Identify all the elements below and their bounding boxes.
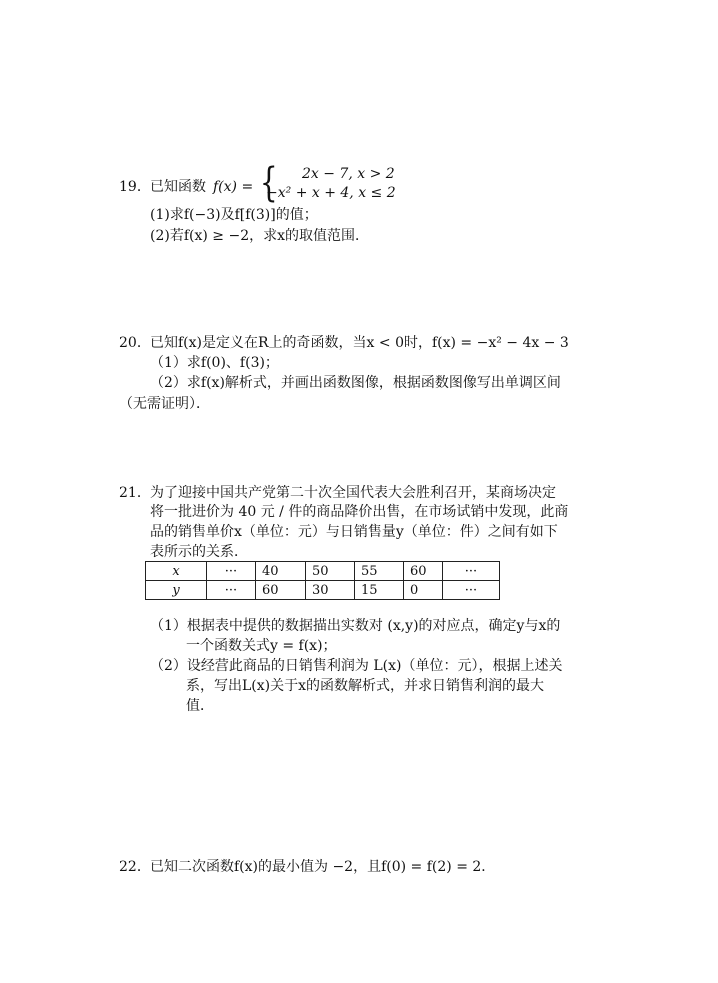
table-row-y: [146, 581, 500, 600]
table-cell: ···: [207, 562, 256, 581]
q20-number: 20．: [119, 335, 151, 351]
q22-line1: 已知二次函数f(x)的最小值为 −2，且f(0) = f(2) = 2．: [150, 859, 496, 875]
q21-part2a: （2）设经营此商品的日销售利润为 L(x)（单位：元），根据上述关: [150, 658, 563, 674]
q21-line4: 表所示的关系．: [150, 544, 248, 560]
table-cell: ···: [443, 562, 500, 581]
q19-brace: {: [259, 160, 278, 206]
q19-case2: −x² + x + 4, x ≤ 2: [266, 185, 396, 201]
table-cell: 60: [256, 581, 306, 600]
q21-part1b: 一个函数关式y = f(x)；: [186, 638, 337, 654]
table-row-x: [146, 562, 500, 581]
q21-part2c: 值．: [186, 698, 214, 714]
table-cell: y: [146, 581, 207, 600]
q19-part1: (1)求f(−3)及f[f(3)]的值；: [150, 207, 318, 223]
table-cell: 40: [256, 562, 306, 581]
table-cell: 30: [306, 581, 355, 600]
table-cell: x: [146, 562, 207, 581]
table-cell: 60: [404, 562, 443, 581]
table-cell: 50: [306, 562, 355, 581]
table-cell: 55: [355, 562, 404, 581]
table-cell: 0: [404, 581, 443, 600]
q20-part2b: （无需证明）．: [119, 396, 210, 412]
q21-line1: 为了迎接中国共产党第二十次全国代表大会胜利召开，某商场决定: [150, 485, 556, 501]
q19-number: 19．: [119, 179, 151, 195]
q21-part2b: 系，写出L(x)关于x的函数解析式，并求日销售利润的最大: [186, 678, 545, 694]
q21-line3: 品的销售单价x（单位：元）与日销售量y（单位：件）之间有如下: [150, 524, 558, 540]
q19-lead: 已知函数: [150, 179, 206, 195]
table-cell: ···: [443, 581, 500, 600]
q20-part1: （1）求f(0)、f(3)；: [150, 355, 279, 371]
q19-part2: (2)若f(x) ≥ −2，求x的取值范围．: [150, 228, 369, 244]
q20-part2: （2）求f(x)解析式，并画出函数图像，根据函数图像写出单调区间: [150, 375, 561, 391]
q21-line2: 将一批进价为 40 元 / 件的商品降价出售，在市场试销中发现，此商: [150, 504, 569, 520]
table-cell: 15: [355, 581, 404, 600]
q22-number: 22．: [119, 859, 151, 875]
price-sales-table: [145, 561, 500, 600]
q21-number: 21．: [119, 485, 151, 501]
q19-case1: 2x − 7, x > 2: [302, 166, 395, 182]
q20-line1: 已知f(x)是定义在R上的奇函数，当x < 0时，f(x) = −x² − 4x − 3: [150, 335, 569, 351]
q21-part1a: （1）根据表中提供的数据描出实数对 (x,y)的对应点，确定y与x的: [150, 618, 561, 634]
q19-func: f(x) =: [213, 179, 254, 195]
table-cell: ···: [207, 581, 256, 600]
